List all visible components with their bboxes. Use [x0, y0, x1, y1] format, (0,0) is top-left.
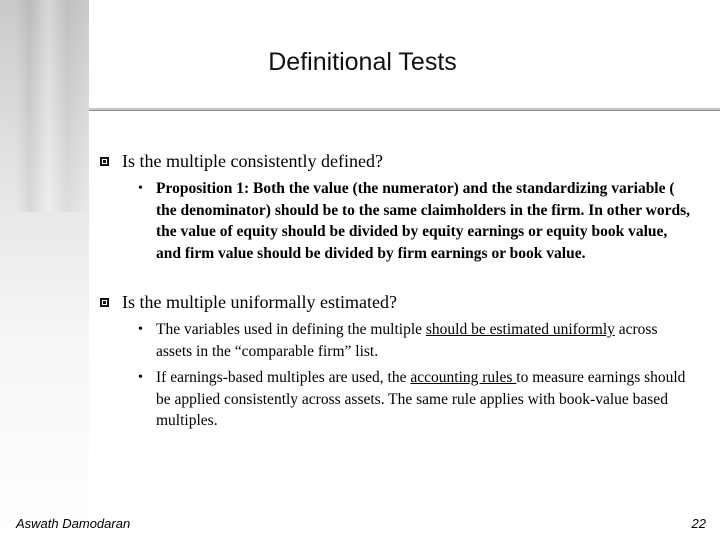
- sub-bullet-text: across assets in the “comparable firm” list.: [156, 321, 658, 360]
- sub-bullet-accounting-rules: [156, 367, 696, 432]
- slide-title: Definitional Tests: [268, 48, 457, 76]
- footer-author: Aswath Damodaran: [16, 516, 131, 531]
- bullet-1-text: Is the multiple consistently defined?: [122, 151, 383, 171]
- dot-bullet-icon: •: [138, 322, 143, 337]
- left-bar-highlight: [15, 0, 89, 212]
- title-divider: [89, 108, 720, 111]
- sub-bullet-text: The variables used in defining the multiple: [156, 321, 426, 338]
- dot-bullet-icon: •: [138, 181, 143, 196]
- square-bullet-icon: [100, 157, 109, 166]
- sub-bullet-text: If earnings-based multiples are used, the: [156, 369, 411, 386]
- sub-bullet-uniform-variables: [156, 319, 696, 362]
- dot-bullet-icon: •: [138, 370, 143, 385]
- bullet-2-text: Is the multiple uniformally estimated?: [122, 292, 397, 312]
- underlined-text: should be estimated uniformly: [425, 321, 615, 338]
- page-number: 22: [691, 516, 706, 531]
- sub-bullet-text: to measure earnings should be applied consistently across assets. The same rule applies with book-value based multiples.: [156, 369, 686, 429]
- left-decorative-bar: [0, 0, 89, 540]
- underlined-text: accounting rules: [410, 369, 517, 386]
- proposition-1-text: Proposition 1: Both the value (the numerator) and the standardizing variable ( the denominator) should be to the same claimholders in the firm. In other words, the value of equity should be divided by equity earnings or equity book value, and firm value should be divided by firm earnings or book value.: [156, 180, 691, 262]
- square-bullet-icon: [100, 298, 109, 307]
